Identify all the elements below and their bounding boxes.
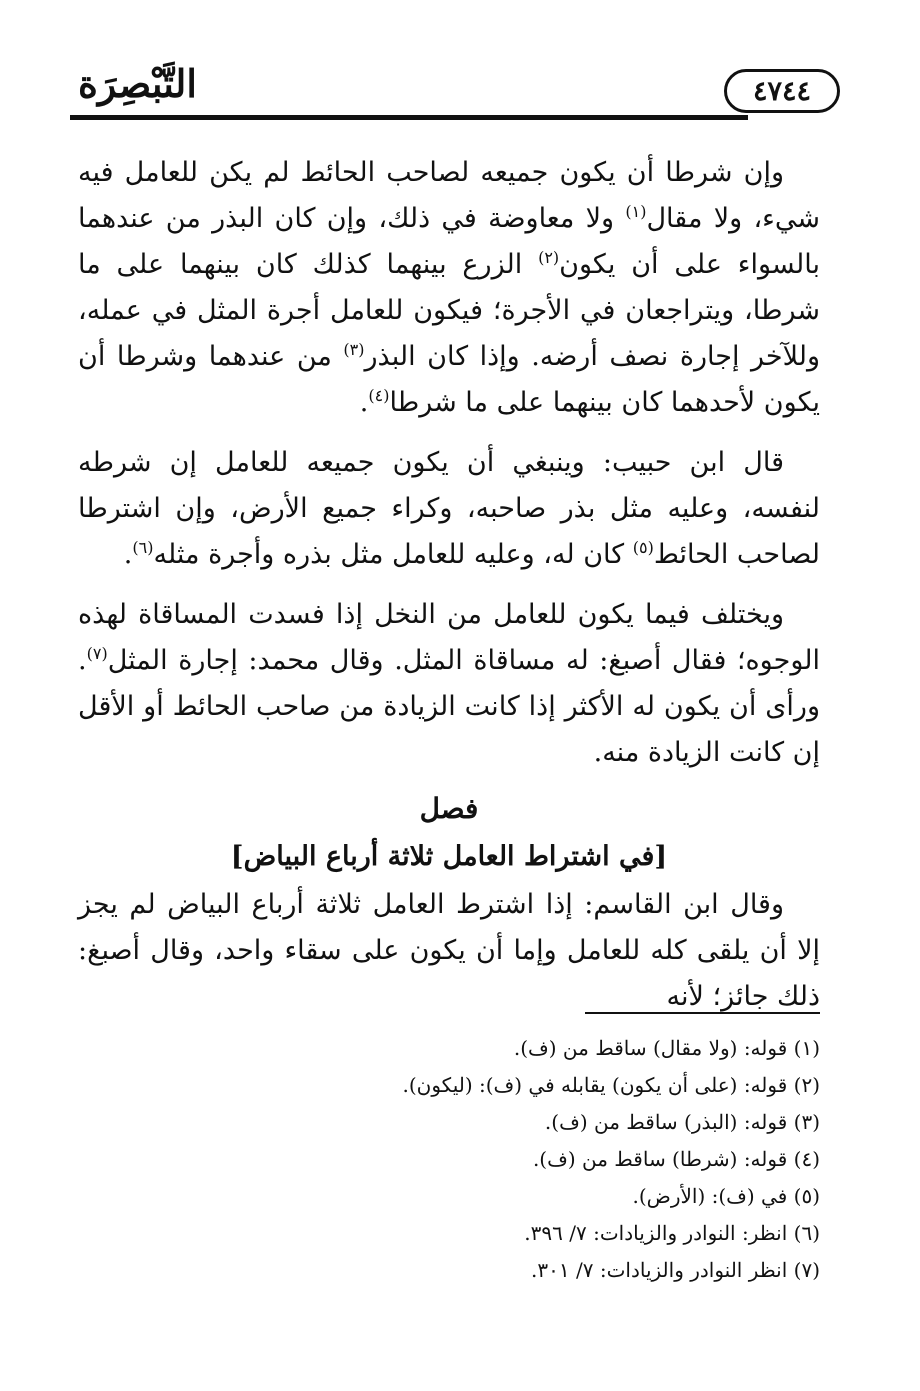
footnote-2: (٢) قوله: (على أن يكون) يقابله في (ف): (ليكون). xyxy=(402,1073,820,1097)
main-text xyxy=(78,150,820,1034)
text-run: ويختلف فيما يكون للعامل من النخل إذا فسدت المساقاة لهذه الوجوه؛ فقال أصبغ: له مساقاة المثل. وقال محمد: إجارة المثل xyxy=(78,599,820,676)
text-run: كان له، وعليه للعامل مثل بذره وأجرة مثله xyxy=(153,539,633,570)
footnote-ref-3: (٣) xyxy=(343,340,365,359)
footnote-1: (١) قوله: (ولا مقال) ساقط من (ف). xyxy=(513,1036,820,1060)
paragraph-2 xyxy=(78,440,820,578)
section-heading: فصل xyxy=(419,792,479,825)
footnote-7: (٧) انظر النوادر والزيادات: ٧/ ٣٠١. xyxy=(531,1258,820,1282)
footnote-4: (٤) قوله: (شرطا) ساقط من (ف). xyxy=(532,1147,820,1171)
footnote-6: (٦) انظر: النوادر والزيادات: ٧/ ٣٩٦. xyxy=(524,1221,820,1245)
footnote-3: (٣) قوله: (البذر) ساقط من (ف). xyxy=(544,1110,820,1134)
paragraph-1 xyxy=(78,150,820,426)
footnote-ref-5: (٥) xyxy=(632,538,654,557)
text-run: الزرع بينهما كذلك كان بينهما على ما شرطا، ويتراجعان في الأجرة؛ فيكون للعامل أجرة المثل في عمله، وللآخر إجارة نصف أرضه. وإذا كان البذر xyxy=(78,249,820,372)
text-run: من عندهما وشرطا أن يكون لأحدهما كان بينهما على ما شرطا xyxy=(78,341,820,418)
footnote-5: (٥) في (ف): (الأرض). xyxy=(632,1184,820,1208)
page-header xyxy=(70,55,840,125)
paragraph-3 xyxy=(78,592,820,776)
text-run: ولا معاوضة في ذلك، وإن كان البذر من عندهما بالسواء على أن يكون xyxy=(78,203,820,280)
page-number: ٤٧٤٤ xyxy=(724,69,840,113)
footnote-separator xyxy=(585,1012,820,1014)
text-run: . ورأى أن يكون له الأكثر إذا كانت الزيادة من صاحب الحائط أو الأقل إن كانت الزيادة منه. xyxy=(78,645,820,768)
section-subheading: [في اشتراط العامل ثلاثة أرباع البياض] xyxy=(230,841,668,872)
footnote-ref-7: (٧) xyxy=(86,644,108,663)
paragraph-4: وقال ابن القاسم: إذا اشترط العامل ثلاثة أرباع البياض لم يجز إلا أن يلقى كله للعامل وإما أن يكون على سقاء واحد، وقال أصبغ: ذلك جائز؛ لأنه xyxy=(78,889,820,1012)
text-run: . xyxy=(359,387,369,418)
footnotes xyxy=(78,1030,820,1289)
footnote-ref-1: (١) xyxy=(625,202,647,221)
footnote-ref-4: (٤) xyxy=(368,386,390,405)
footnote-ref-2: (٢) xyxy=(538,248,560,267)
text-run: . xyxy=(123,539,133,570)
book-title: التَّبْصِرَة xyxy=(78,61,197,106)
text-run: وإن شرطا أن يكون جميعه لصاحب الحائط لم يكن للعامل فيه شيء، ولا مقال xyxy=(78,157,820,234)
footnote-ref-6: (٦) xyxy=(132,538,154,557)
text-run: قال ابن حبيب: وينبغي أن يكون جميعه للعامل إن شرطه لنفسه، وعليه مثل بذر صاحبه، وكراء جميع الأرض، وإن اشترطا لصاحب الحائط xyxy=(78,447,820,570)
header-rule xyxy=(70,115,748,120)
